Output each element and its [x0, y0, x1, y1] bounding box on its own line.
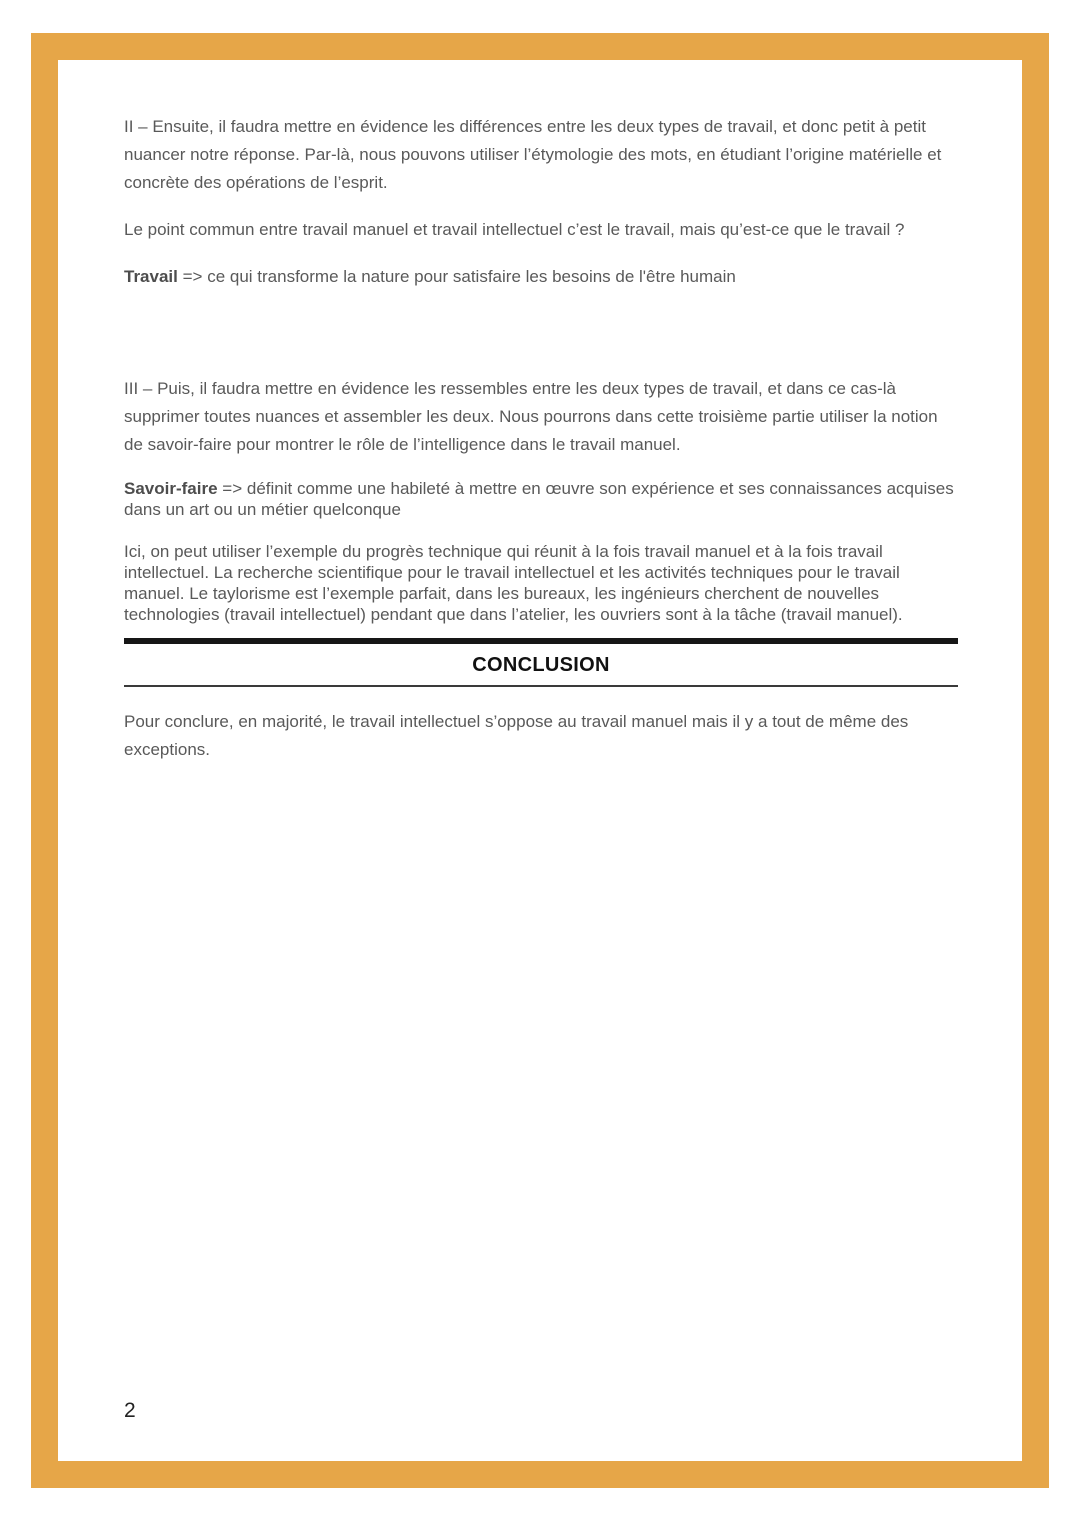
definition-savoir-faire-text: => définit comme une habileté à mettre en œuvre son expérience et ses connaissances acquises dans un art ou un métier quelconque — [124, 479, 954, 519]
paragraph-part3-resemblances: III – Puis, il faudra mettre en évidence les ressembles entre les deux types de travail, et dans ce cas-là supprimer toutes nuances et assembler les deux. Nous pourrons dans cette troisième partie utiliser la notion de savoir-faire pour montrer le rôle de l’intelligence dans le travail manuel. — [124, 379, 938, 454]
definition-savoir-faire-term: Savoir-faire — [124, 479, 218, 498]
definition-savoir-faire — [124, 478, 958, 520]
paragraph-conclusion: Pour conclure, en majorité, le travail intellectuel s’oppose au travail manuel mais il y a tout de même des exceptions. — [124, 712, 909, 759]
definition-travail — [124, 263, 958, 291]
conclusion-section-divider — [124, 638, 958, 687]
definition-travail-term: Travail — [124, 267, 178, 286]
definition-travail-text: => ce qui transforme la nature pour satisfaire les besoins de l'être humain — [182, 267, 736, 286]
paragraph-part2-differences: II – Ensuite, il faudra mettre en évidence les différences entre les deux types de travail, et donc petit à petit nuancer notre réponse. Par-là, nous pouvons utiliser l’étymologie des mots, en étudiant l’origine matérielle et concrète des opérations de l’esprit. — [124, 117, 942, 192]
paragraph-common-point: Le point commun entre travail manuel et travail intellectuel c’est le travail, mais qu’est-ce que le travail ? — [124, 220, 905, 239]
document-body — [124, 113, 958, 783]
page-number: 2 — [124, 1399, 136, 1422]
conclusion-heading: CONCLUSION — [472, 654, 610, 676]
paragraph-example-taylorisme: Ici, on peut utiliser l’exemple du progrès technique qui réunit à la fois travail manuel et à la fois travail intellectuel. La recherche scientifique pour le travail intellectuel et les activités techniques pour le travail manuel. Le taylorisme est l’exemple parfait, dans les bureaux, les ingénieurs cherchent de nouvelles technologies (travail intellectuel) pendant que dans l’atelier, les ouvriers sont à la tâche (travail manuel). — [124, 542, 903, 624]
